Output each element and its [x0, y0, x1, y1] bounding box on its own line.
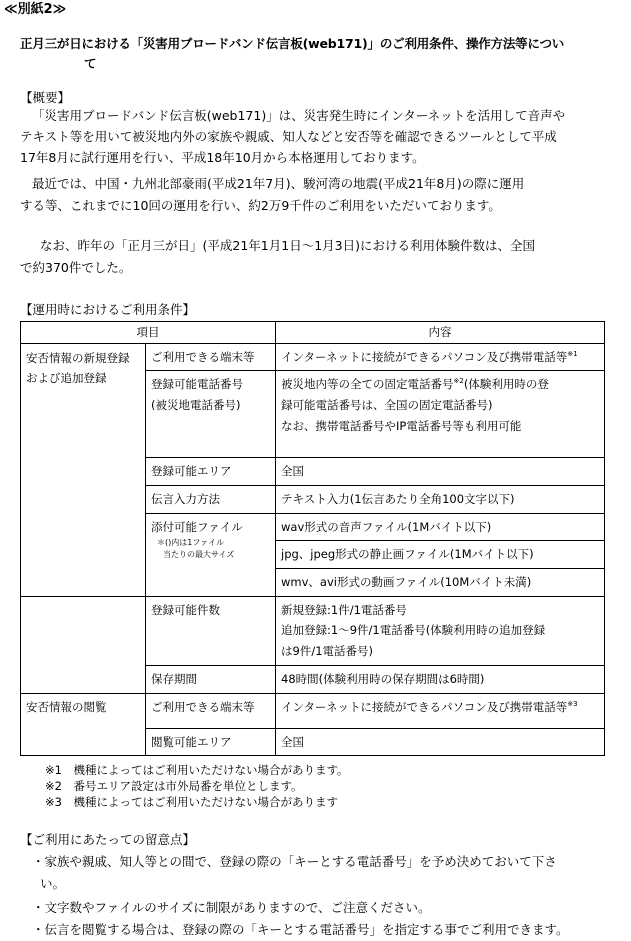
footnote-mark: ※1: [567, 349, 578, 358]
page-title: 正月三が日における「災害用ブロードバンド伝言板(web171)」のご利用条件、操作方法等につい: [20, 36, 565, 51]
conditions-table: [20, 321, 605, 756]
row-value-text: 被災地内等の全ての固定電話番号: [281, 377, 454, 392]
row-label: 伝言入力方法: [146, 486, 276, 514]
row-label-line: 登録可能電話番号: [151, 377, 243, 392]
group-label-viewing: 安否情報の閲覧: [21, 693, 146, 756]
table-row: [21, 343, 605, 371]
group-label-line: および追加登録: [26, 371, 107, 386]
conditions-heading: 【運用時におけるご利用条件】: [20, 302, 196, 317]
page-title-continued: て: [84, 56, 97, 71]
table-row: [21, 693, 605, 728]
footnote: ※1 機種によってはご利用いただけない場合があります。: [45, 763, 349, 777]
group-label-line: 安否情報の新規登録: [26, 350, 130, 365]
row-value: [276, 693, 605, 728]
row-value: [276, 371, 605, 458]
caution-item: ・家族や親戚、知人等との間で、登録の際の「キーとする電話番号」を予め決めておいて下さ: [32, 854, 557, 869]
row-label: 登録可能件数: [146, 596, 276, 665]
row-value: 全国: [276, 458, 605, 486]
overview-line: する等、これまでに10回の運用を行い、約2万9千件のご利用をいただいております。: [20, 198, 501, 213]
row-value: テキスト入力(1伝言あたり全角100文字以下): [276, 486, 605, 514]
row-value: jpg、jpeg形式の静止画ファイル(1Mバイト以下): [276, 541, 605, 569]
caution-item-continued: い。: [40, 876, 66, 891]
attachment-label: ≪別紙2≫: [4, 2, 67, 17]
overview-line: 17年8月に試行運用を行い、平成18年10月から本格運用しております。: [20, 150, 425, 165]
group-label-registration: [21, 343, 146, 596]
footnote-mark: ※2: [453, 377, 464, 386]
row-value: 全国: [276, 728, 605, 756]
row-label-line: 添付可能ファイル: [151, 519, 243, 534]
row-value-text: は9件/1電話番号): [281, 644, 373, 659]
overview-heading: 【概要】: [20, 90, 71, 105]
overview-line: なお、昨年の「正月三が日」(平成21年1月1日〜1月3日)における利用体験件数は、全国: [40, 238, 535, 253]
footnote-mark: ※3: [567, 699, 578, 708]
row-value-text: 録可能電話番号は、全国の固定電話番号): [281, 398, 493, 413]
column-header-item: 項目: [21, 322, 276, 344]
row-value: wav形式の音声ファイル(1Mバイト以下): [276, 513, 605, 541]
caution-item: ・伝言を閲覧する場合は、登録の際の「キーとする電話番号」を指定する事でご利用できます。: [32, 922, 569, 937]
row-value: wmv、avi形式の動画ファイル(10Mバイト未満): [276, 569, 605, 597]
table-row: [21, 596, 605, 665]
overview-line: で約370件でした。: [20, 260, 132, 275]
cautions-heading: 【ご利用にあたっての留意点】: [20, 832, 196, 847]
footnote: ※3 機種によってはご利用いただけない場合があります: [45, 795, 338, 809]
overview-line: 「災害用ブロードバンド伝言板(web171)」は、災害発生時にインターネットを活用して音声や: [32, 108, 566, 123]
row-value-text: インターネットに接続ができるパソコン及び携帯電話等: [281, 349, 568, 364]
group-label-registration-cont: [21, 596, 146, 693]
file-size-note: ＊()内は1ファイル: [157, 538, 225, 548]
row-label: 登録可能エリア: [146, 458, 276, 486]
row-label: [146, 371, 276, 458]
row-value-text: 新規登録:1件/1電話番号: [281, 602, 407, 617]
overview-line: テキスト等を用いて被災地内外の家族や親戚、知人などと安否等を確認できるツールとして平成: [20, 129, 557, 144]
row-value: [276, 596, 605, 665]
overview-line: 最近では、中国・九州北部豪雨(平成21年7月)、駿河湾の地震(平成21年8月)の際に運用: [32, 176, 525, 191]
row-label-line: (被災地電話番号): [151, 398, 241, 413]
row-value-text: (体験利用時の登: [463, 377, 549, 392]
row-value: [276, 343, 605, 371]
file-size-note: 当たりの最大サイズ: [163, 549, 235, 559]
row-label: 保存期間: [146, 665, 276, 693]
row-label: ご利用できる端末等: [146, 693, 276, 728]
row-label: ご利用できる端末等: [146, 343, 276, 371]
row-value-text: 追加登録:1〜9件/1電話番号(体験利用時の追加登録: [281, 623, 546, 638]
caution-item: ・文字数やファイルのサイズに制限がありますので、ご注意ください。: [32, 900, 431, 915]
table-header-row: [21, 322, 605, 344]
column-header-content: 内容: [276, 322, 605, 344]
row-value: 48時間(体験利用時の保存期間は6時間): [276, 665, 605, 693]
footnote: ※2 番号エリア設定は市外局番を単位とします。: [45, 779, 303, 793]
row-label: [146, 513, 276, 596]
row-label: 閲覧可能エリア: [146, 728, 276, 756]
row-value-text: なお、携帯電話番号やIP電話番号等も利用可能: [281, 418, 522, 433]
row-value-text: インターネットに接続ができるパソコン及び携帯電話等: [281, 699, 568, 714]
